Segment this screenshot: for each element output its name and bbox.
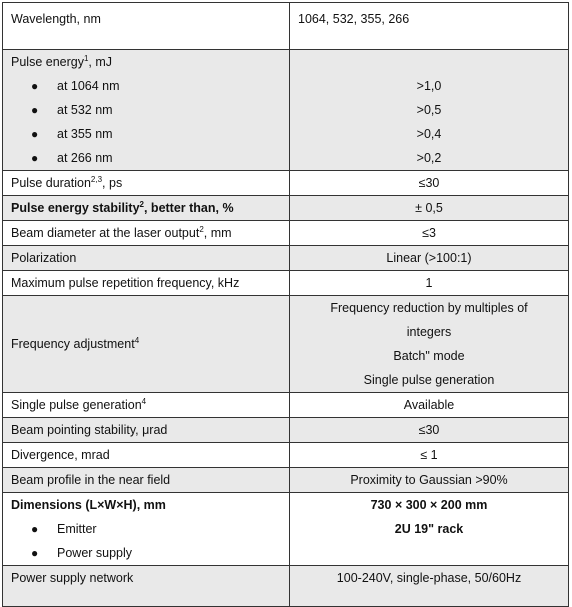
value-beam-profile: Proximity to Gaussian >90% [290, 468, 569, 493]
sub-item: ● Power supply [11, 541, 281, 565]
param-beam-profile: Beam profile in the near field [3, 468, 290, 493]
table-row [3, 196, 569, 221]
table-row [3, 271, 569, 296]
bullet-icon: ● [31, 79, 39, 93]
sub-item: ● at 532 nm [11, 98, 281, 122]
param-beam-diameter: Beam diameter at the laser output$^2$, mm [3, 221, 290, 246]
value-beam-pointing-stability: ≤30 [290, 418, 569, 443]
sub-item: ● at 355 nm [11, 122, 281, 146]
param-dimensions: Dimensions (L×W×H), mm ● Emitter ● Power supply [3, 493, 290, 566]
table-row [3, 393, 569, 418]
value-pulse-duration: ≤30 [290, 171, 569, 196]
table-row [3, 50, 569, 171]
table-row [3, 493, 569, 566]
param-divergence: Divergence, mrad [3, 443, 290, 468]
bullet-icon: ● [31, 127, 39, 141]
bullet-icon: ● [31, 546, 39, 560]
specifications-table [2, 2, 569, 607]
value-beam-diameter: ≤3 [290, 221, 569, 246]
param-pulse-energy-stability: Pulse energy stability$^2$, better than, % [3, 196, 290, 221]
param-beam-pointing-stability: Beam pointing stability, μrad [3, 418, 290, 443]
bullet-icon: ● [31, 151, 39, 165]
value-wavelength: 1064, 532, 355, 266 [290, 3, 569, 50]
param-pulse-energy [3, 50, 290, 171]
sub-item: ● at 1064 nm [11, 74, 281, 98]
footnote-ref: 1 [83, 53, 89, 63]
sub-item: ● at 266 nm [11, 146, 281, 170]
param-frequency-adjustment: Frequency adjustment$^4$ [3, 296, 290, 393]
param-power-supply-network: Power supply network [3, 566, 290, 607]
value-pulse-energy: >1,0 >0,5 >0,4 >0,2 [290, 50, 569, 171]
value-single-pulse-generation: Available [290, 393, 569, 418]
table-row [3, 3, 569, 50]
table-row [3, 246, 569, 271]
sub-item: ● Emitter [11, 517, 281, 541]
bullet-icon: ● [31, 103, 39, 117]
param-unit: , mJ [88, 55, 113, 69]
param-single-pulse-generation: Single pulse generation$^4$ [3, 393, 290, 418]
table-row [3, 566, 569, 607]
value-max-repetition-frequency: 1 [290, 271, 569, 296]
table-row [3, 418, 569, 443]
table-row [3, 468, 569, 493]
table-row [3, 296, 569, 393]
table-row [3, 221, 569, 246]
bullet-icon: ● [31, 522, 39, 536]
param-pulse-duration: Pulse duration$^{2,3}$, ps [3, 171, 290, 196]
value-divergence: ≤ 1 [290, 443, 569, 468]
value-power-supply-network: 100-240V, single-phase, 50/60Hz [290, 566, 569, 607]
param-polarization: Polarization [3, 246, 290, 271]
value-polarization: Linear (>100:1) [290, 246, 569, 271]
value-pulse-energy-stability: ± 0,5 [290, 196, 569, 221]
param-label: Pulse energy [11, 55, 84, 69]
value-dimensions: 730 × 300 × 200 mm 2U 19" rack [290, 493, 569, 566]
table-row [3, 171, 569, 196]
table-row [3, 443, 569, 468]
param-max-repetition-frequency: Maximum pulse repetition frequency, kHz [3, 271, 290, 296]
value-frequency-adjustment: Frequency reduction by multiples of integers Batch" mode Single pulse generation [290, 296, 569, 393]
param-wavelength: Wavelength, nm [3, 3, 290, 50]
